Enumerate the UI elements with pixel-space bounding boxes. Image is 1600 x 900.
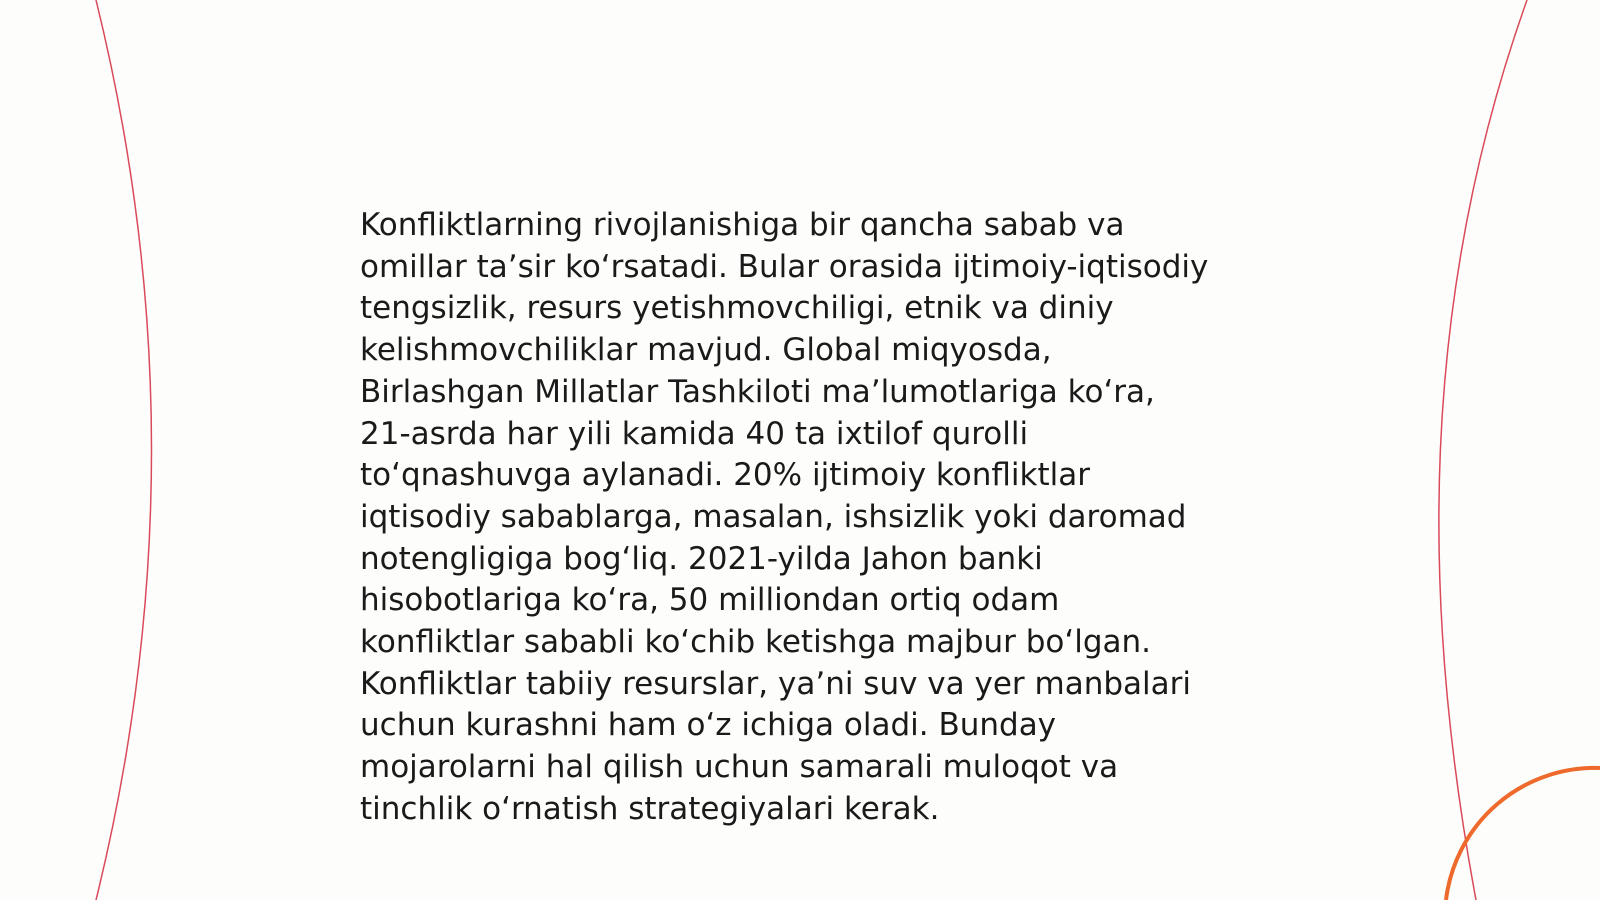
body-paragraph: Konfliktlarning rivojlanishiga bir qancha sabab va omillar ta’sir ko‘rsatadi. Bular orasida ijtimoiy-iqtisodiy tengsizlik, resurs yetishmovchiligi, etnik va diniy kelishmovchiliklar mavjud. Global miqyosda, Birlashgan Millatlar Tashkiloti ma’lumotlariga ko‘ra, 21-asrda har yili kamida 40 ta ixtilof qurolli to‘qnashuvga aylanadi. 20% ijtimoiy konfliktlar iqtisodiy sabablarga, masalan, ishsizlik yoki daromad notengligiga bog‘liq. 2021-yilda Jahon banki hisobotlariga ko‘ra, 50 milliondan ortiq odam konfliktlar sababli ko‘chib ketishga majbur bo‘lgan. Konfliktlar tabiiy resurslar, ya’ni suv va yer manbalari uchun kurashni ham o‘z ichiga oladi. Bunday mojarolarni hal qilish uchun samarali muloqot va tinchlik o‘rnatish strategiyalari kerak. <box>360 207 1209 827</box>
orange-circle-decoration <box>1446 768 1600 900</box>
left-curve-decoration <box>96 0 152 900</box>
right-curve-decoration <box>1439 0 1527 900</box>
